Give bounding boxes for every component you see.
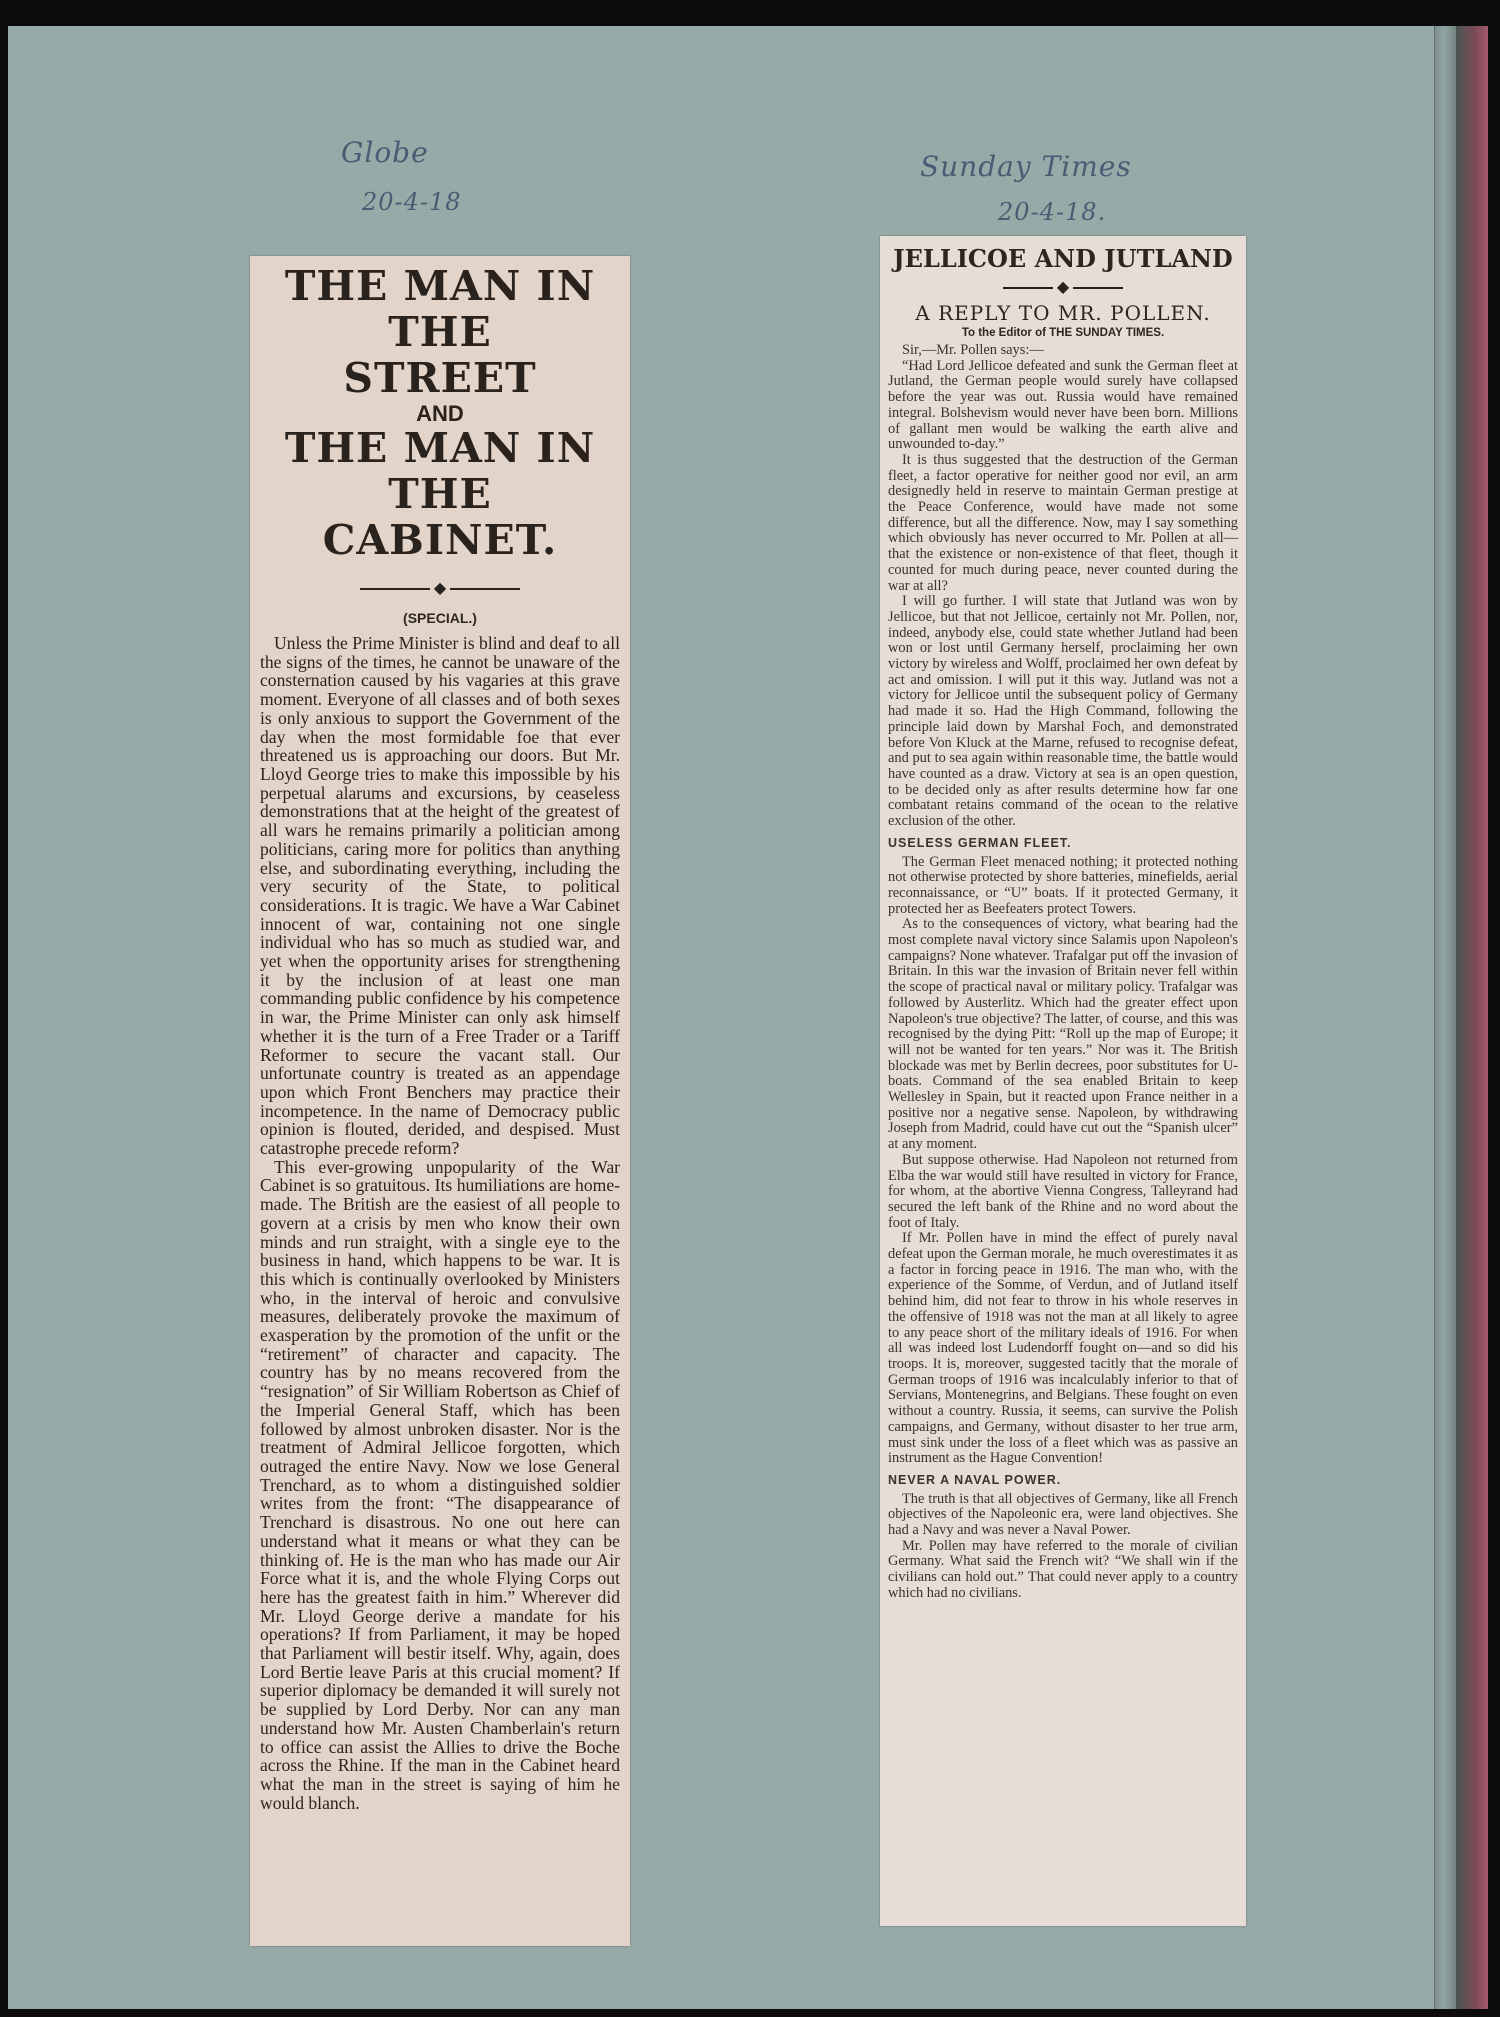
left-date-annotation: 20-4-18 [362, 188, 462, 216]
headline-line-2: STREET [343, 353, 537, 402]
paragraph: If Mr. Pollen have in mind the effect of purely naval defeat upon the German morale, he much overestimates it as a factor in forcing peace in 1916. The man who, with the experience of the Somme, of Verdun, and of Jutland itself behind him, did not fear to throw in his whole reserves in the offensive of 1918 was not the man at all likely to agree to any peace short of the military ideals of 1916. For when all was indeed lost Ludendorff fought on—and so did his troops. It is, moreover, suggested tacitly that the morale of German troops of 1916 was incalculably inferior to that of Servians, Montenegrins, and Belgians. These fought on even without a country. Russia, it seems, can survive the Polish campaigns, and Germany, without disaster to her true arm, must sink under the loss of a fleet which was as passive an instrument as the Hague Convention! [888, 1230, 1238, 1467]
book-spine [1434, 26, 1457, 2009]
paragraph: The truth is that all objectives of Germany, like all French objectives of the Napoleonic era, were land objectives. She had a Navy and was never a Naval Power. [888, 1490, 1238, 1539]
paragraph: This ever-growing unpopularity of the War Cabinet is so gratuitous. Its humiliations are home-made. The British are the easiest of all people to govern at a crisis by men who know their own minds and run straight, with a single eye to the business in hand, which happens to be war. It is this which is continually overlooked by Ministers who, in the interval of heroic and convulsive measures, deliberately provoke the maximum of exasperation by the promotion of the unfit or the “retirement” of character and capacity. The country has by no means recovered from the “resignation” of Sir William Robertson as Chief of the Imperial General Staff, which has been followed by almost unbroken disaster. Nor is the treatment of Admiral Jellicoe forgotten, which outraged the entire Navy. Now we lose General Trenchard, as to whom a distinguished soldier writes from the front: “The disappearance of Trenchard is disastrous. No one out here can understand what it means or what they can be thinking of. He is the man who has made our Air Force what it is, and the whole Flying Corps out here has the greatest faith in him.” Wherever did Mr. Lloyd George derive a mandate for his operations? If from Parliament, it may be hoped that Parliament will bestir itself. Why, again, does Lord Bertie leave Paris at this crucial moment? If superior diplomacy be demanded it will surely not be supplied by Lord Derby. Nor can any man understand how Mr. Austen Chamberlain's return to office can assist the Allies to drive the Boche across the Rhine. If the man in the Cabinet heard what the man in the street is saying of him he would blanch. [260, 1156, 620, 1813]
paragraph: Sir,—Mr. Pollen says:— [902, 342, 1044, 358]
paragraph: Mr. Pollen may have referred to the morale of civilian Germany. What said the French wit? “We shall win if the civilians can hold out.” That could never apply to a country which had no civilians. [888, 1537, 1238, 1601]
paragraph: But suppose otherwise. Had Napoleon not returned from Elba the war would still have resulted in victory for France, for whom, at the abortive Vienna Congress, Talleyrand had secured the left bank of the Rhine and no word about the foot of Italy. [888, 1151, 1238, 1231]
globe-clipping [250, 256, 630, 1946]
article-body [260, 634, 620, 1812]
byline: (SPECIAL.) [403, 610, 477, 627]
sunday-times-clipping [880, 236, 1246, 1926]
to-editor-line: To the Editor of THE SUNDAY TIMES. [961, 327, 1165, 339]
paragraph: As to the consequences of victory, what bearing had the most complete naval victory since Salamis upon Napoleon's campaigns? None whatever. Trafalgar put off the invasion of Britain. In this war the invasion of Britain never fell within the scope of practical naval or military policy. Trafalgar was followed by Austerlitz. Which had the greater effect upon Napoleon's true objective? The latter, of course, and this was recognised by the dying Pitt: “Roll up the map of Europe; it will not be wanted for ten years.” Nor was it. The British blockade was met by Berlin decrees, poor substitutes for U-boats. Command of the sea enabled Britain to keep Wellesley in Spain, but it reacted upon France neither in a positive nor a negative sense. Napoleon, by withdrawing Joseph from Madrid, could have cut out the “Spanish ulcer” at any moment. [888, 916, 1238, 1153]
paragraph: “Had Lord Jellicoe defeated and sunk the German fleet at Jutland, the German people would surely have collapsed before the year was out. Russia would have remained integral. Bolshevism would never have been born. Millions of gallant men would be walking the earth alive and unwounded to-day.” [888, 357, 1238, 453]
ornament-rule: ◆ [888, 277, 1238, 297]
headline-line-4: CABINET. [322, 516, 558, 565]
paragraph: The German Fleet menaced nothing; it protected nothing not otherwise protected by shore batteries, minefields, aerial reconnaissance, or “U” boats. If it protected Germany, it protected her as Beefeaters protect Towers. [888, 853, 1238, 917]
paragraph: It is thus suggested that the destruction of the German fleet, a factor operative for neither good nor evil, an arm designedly held in reserve to maintain German prestige at the Peace Conference, would have made not some difference, but all the difference. Now, may I say something which obviously has never occurred to Mr. Pollen at all—that the existence or non-existence of that fleet, though it counted for much during peace, never counted during the war at all? [888, 451, 1238, 594]
headline-line-3: THE MAN IN THE [284, 424, 596, 519]
paragraph: Unless the Prime Minister is blind and deaf to all the signs of the times, he cannot be unaware of the consternation caused by his vagaries at this grave moment. Everyone of all classes and of both sexes is only anxious to support the Government of the day when the most formidable foe that ever threatened us is approaching our doors. But Mr. Lloyd George tries to make this impossible by his perpetual alarums and excursions, by ceaseless demonstrations that at the height of the greatest of all wars he remains primarily a politician among politicians, caring more for politics than anything else, and subordinating everything, including the very security of the State, to political considerations. It is tragic. We have a War Cabinet innocent of war, containing not one single individual who has so much as studied war, and yet when the opportunity arises for strengthening it by the inclusion of at least one man commanding public confidence by his competence in war, the Prime Minister can only ask himself whether it is the turn of a Free Trader or a Tariff Reformer to secure the vacant stall. Our unfortunate country is treated as an appendage upon which Front Benchers may practice their incompetence. In the name of Democracy public opinion is flouted, derided, and despised. Must catastrophe precede reform? [260, 633, 620, 1159]
paragraph: I will go further. I will state that Jutland was won by Jellicoe, but that not Jellicoe, certainly not Mr. Pollen, nor, indeed, anybody else, could state whether Jutland had been won or lost until Germany herself, proclaiming her own victory by wireless and Wolff, proclaimed her own defeat by act and omission. I will put it this way. Jutland was not a victory for Jellicoe until the subsequent policy of Germany had made it so. Had the High Command, following the principle laid down by Marshal Foch, and demonstrated before Von Kluck at the Marne, refused to recognise defeat, and put to sea again within reasonable time, the battle would have counted as a draw. Victory at sea is an open question, to be decided only as after results determine how far one combatant retains command of the ocean to the relative exclusion of the other. [888, 593, 1238, 830]
book-edge [1456, 26, 1488, 2009]
ornament-rule: ◆ [260, 578, 620, 598]
left-source-annotation: Globe [341, 136, 429, 169]
headline-line-1: THE MAN IN THE [284, 262, 596, 356]
letter-body [888, 343, 1238, 1602]
headline-and: AND [416, 400, 464, 426]
section-heading: NEVER A NAVAL POWER. [888, 1472, 1062, 1487]
letter-headline: JELLICOE AND JUTLAND [893, 244, 1233, 273]
scrapbook-page [8, 26, 1488, 2009]
right-date-annotation: 20-4-18. [998, 198, 1107, 226]
section-heading: USELESS GERMAN FLEET. [888, 835, 1072, 850]
letter-subheadline: A REPLY TO MR. POLLEN. [915, 301, 1211, 325]
right-source-annotation: Sunday Times [920, 150, 1132, 183]
